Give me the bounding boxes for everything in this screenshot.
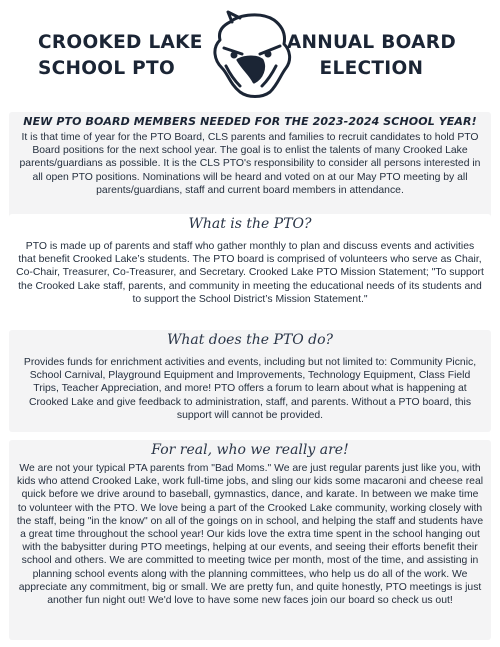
section-body-what-do: Provides funds for enrichment activities and events, including but not limited to: Community Picnic, School Carnival, Playground Equipment and Improvements, Technology Equipment, Class Field Trips, Teacher Appreciation, and more! PTO offers a forum to learn about what is happening at Crooked Lake and give feedback to administration, staff, and parents. Without a PTO board, this support will cannot be provided. <box>23 357 477 421</box>
section-heading-what-do: What does the PTO do? <box>166 332 334 348</box>
election-title <box>287 30 456 82</box>
eagle-head-icon <box>200 8 300 102</box>
intro-paragraph: It is that time of year for the PTO Board, CLS parents and families to recruit candidates to hold PTO Board positions for the next school year. The goal is to enlist the talents of many Crooked Lake parents/guardians as possible. It is the CLS PTO's responsibility to consider all persons interested in all open PTO positions. Nominations will be heard and voted on at our May PTO meeting by all parents/guardians, staff and current board members in attendance. <box>19 132 481 196</box>
section-body-who: We are not your typical PTA parents from "Bad Moms." We are just regular parents just like you, with kids who attend Crooked Lake, work full-time jobs, and sling our kids some macaroni and cheese real quick before we drive around to baseball, gymnastics, dance, and karate. In between we make time to volunteer with the PTO. We love being a part of the Crooked Lake community, working closely with the staff, being "in the know" on all of the goings on in school, and helping the staff and students have a great time throughout the school year! Our kids love the extra time spent in the school hanging out with the babysitter during PTO meetings, helping at our events, and seeing their efforts benefit their school and others. We are committed to meeting twice per month, most of the time, and assisting in planning school events along with the planning committees, who help us do all of the work. We appreciate any commitment, big or small. We are pretty fun, and quite honestly, PTO meetings is just another fun night out! We'd love to have some new faces join our board so check us out! <box>16 463 484 607</box>
section-heading-who: For real, who we really are! <box>151 442 349 458</box>
election-title-line2: ELECTION <box>319 58 424 79</box>
school-name-line1: CROOKED LAKE <box>38 32 203 53</box>
school-name-line2: SCHOOL PTO <box>38 58 175 79</box>
school-name <box>38 30 203 82</box>
election-title-line1: ANNUAL BOARD <box>286 32 456 53</box>
section-heading-what: What is the PTO? <box>188 216 312 232</box>
banner-heading: NEW PTO BOARD MEMBERS NEEDED FOR THE 2023-2024 SCHOOL YEAR! <box>23 115 477 128</box>
section-body-what: PTO is made up of parents and staff who gather monthly to plan and discuss events and activities that benefit Crooked Lake’s students. The PTO board is comprised of volunteers who serve as Chair, Co-Chair, Treasurer, Co-Treasurer, and Secretary. Crooked Lake PTO Mission Statement; "To support the Crooked Lake staff, parents, and community in meeting the educational needs of its students and to support the School District’s Mission Statement." <box>16 241 484 305</box>
